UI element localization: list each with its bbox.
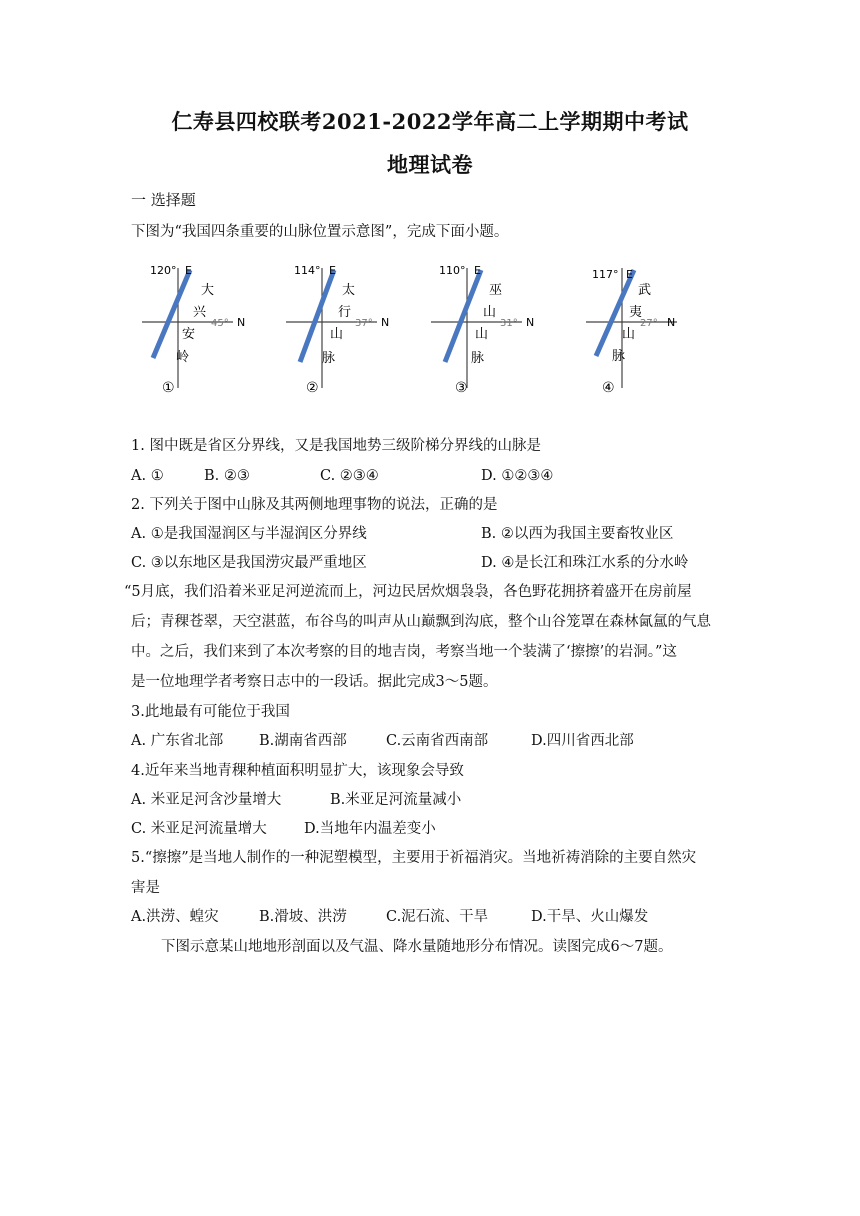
east-label: E [329,264,336,277]
passage-line: 是一位地理学者考察日志中的一段话。据此完成3～5题。 [131,674,498,690]
diagram-number: ① [162,380,175,396]
question-3-stem: 3.此地最有可能位于我国 [131,704,290,720]
section-heading: 一 选择题 [131,191,196,209]
mountain-char: 安 [182,327,196,342]
mountain-char: 武 [638,283,652,298]
question-5-option-c: C.泥石流、干旱 [386,909,489,925]
question-2-option-b: B. ②以西为我国主要畜牧业区 [481,526,674,542]
north-label: N [381,316,390,329]
page-title: 仁寿县四校联考2021-2022学年高二上学期期中考试 [171,109,689,134]
mountain-diagram-svg-3 [427,258,547,398]
question-1-stem: 1. 图中既是省区分界线，又是我国地势三级阶梯分界线的山脉是 [131,438,541,454]
question-5-stem-cont: 害是 [131,880,160,896]
mountain-char: 夷 [629,305,643,320]
question-4-option-c: C. 米亚足河流量增大 [131,821,267,837]
question-5-option-a: A.洪涝、蝗灾 [131,909,219,925]
lat-label: 45° [211,318,229,329]
lat-label: 27° [640,318,658,329]
mountain-diagram-svg-2 [282,258,402,398]
lat-label: 37° [355,318,373,329]
diagram-number: ④ [602,380,615,396]
mountain-char: 山 [483,305,497,320]
mountain-char: 行 [338,305,352,320]
lon-label: 117° [592,268,619,281]
question-5-option-d: D.干旱、火山爆发 [531,909,649,925]
mountain-diagram [138,258,258,402]
mountain-char: 脉 [612,349,626,364]
question-4-option-b: B.米亚足河流量减小 [330,792,462,808]
page-subtitle: 地理试卷 [387,152,473,177]
diagram-number: ③ [455,380,468,396]
question-1-option-a: A. ① [131,468,164,484]
north-label: N [237,316,246,329]
question-5-stem: 5.“擦擦”是当地人制作的一种泥塑模型，主要用于祈福消灾。当地祈祷消除的主要自然灾 [131,850,697,866]
question-4-option-a: A. 米亚足河含沙量增大 [131,792,282,808]
mountain-diagram [427,258,547,402]
east-label: E [626,268,633,281]
mountain-char: 山 [622,327,636,342]
mountain-char: 脉 [322,351,336,366]
diagram-number: ② [306,380,319,396]
passage-line: “5月底，我们沿着米亚足河逆流而上，河边民居炊烟袅袅，各色野花拥挤着盛开在房前屋 [124,584,692,600]
question-3-option-c: C.云南省西南部 [386,733,489,749]
east-label: E [185,264,192,277]
question-5-option-b: B.滑坡、洪涝 [259,909,347,925]
question-3-option-d: D.四川省西北部 [531,733,634,749]
lon-label: 110° [439,264,466,277]
mountain-char: 山 [330,327,344,342]
mountain-char: 太 [342,283,356,298]
mountain-char: 大 [201,283,215,298]
passage-line: 中。之后，我们来到了本次考察的目的地吉岗，考察当地一个装满了‘擦擦’的岩洞。”这 [131,644,677,660]
question-1-option-c: C. ②③④ [320,468,379,484]
question-3-option-b: B.湖南省西部 [259,733,347,749]
mountain-diagram-svg-1 [138,258,258,398]
mountain-char: 山 [475,327,489,342]
question-4-option-d: D.当地年内温差变小 [304,821,436,837]
question-1-option-d: D. ①②③④ [481,468,554,484]
question-1-option-b: B. ②③ [204,468,250,484]
mountain-char: 岭 [176,350,190,365]
mountain-char: 脉 [471,351,485,366]
mountain-char: 兴 [193,305,207,320]
mountain-char: 巫 [489,283,503,298]
passage-line: 后；青稞苍翠，天空湛蓝，布谷鸟的叫声从山巅飘到沟底，整个山谷笼罩在森林氤氲的气息 [131,614,711,630]
east-label: E [474,264,481,277]
question-2-stem: 2. 下列关于图中山脉及其两侧地理事物的说法，正确的是 [131,497,498,513]
question-2-option-a: A. ①是我国湿润区与半湿润区分界线 [131,526,367,542]
mountain-diagram [282,258,402,402]
lat-label: 31° [500,318,518,329]
question-3-option-a: A. 广东省北部 [131,733,224,749]
intro-text-2: 下图示意某山地地形剖面以及气温、降水量随地形分布情况。读图完成6～7题。 [161,939,673,955]
mountain-diagram-svg-4 [582,258,702,398]
mountain-diagram [582,258,702,402]
lon-label: 114° [294,264,321,277]
north-label: N [526,316,535,329]
north-label: N [667,316,676,329]
question-2-option-d: D. ④是长江和珠江水系的分水岭 [481,555,689,571]
question-4-stem: 4.近年来当地青稞种植面积明显扩大，该现象会导致 [131,763,464,779]
intro-text: 下图为“我国四条重要的山脉位置示意图”，完成下面小题。 [131,224,509,240]
lon-label: 120° [150,264,177,277]
question-2-option-c: C. ③以东地区是我国涝灾最严重地区 [131,555,367,571]
